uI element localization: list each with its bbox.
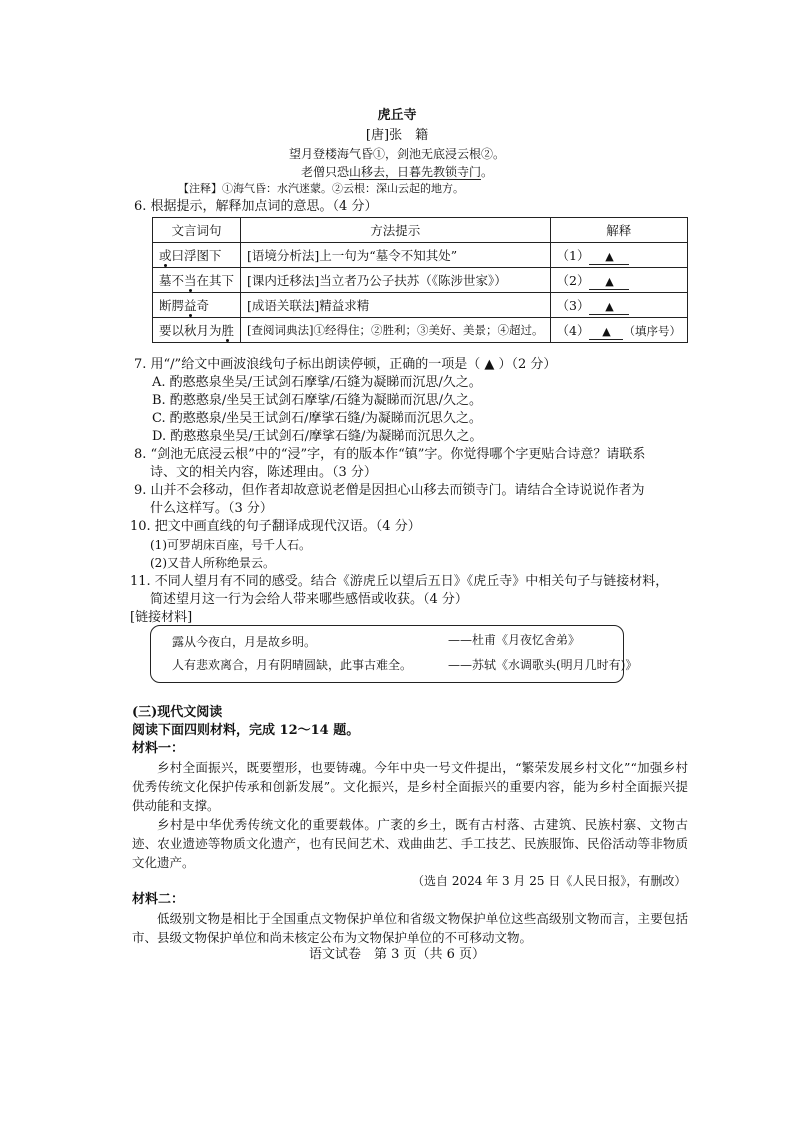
poem-line-2-post: 。	[481, 165, 494, 179]
question-6-table	[152, 217, 688, 343]
page-footer: 语文试卷 第 3 页（共 6 页）	[308, 947, 486, 962]
link-poem-1: 露从今夜白，月是故乡明。	[172, 635, 317, 649]
question-6-stem: 6. 根据提示，解释加点词的意思。（4 分）	[134, 199, 378, 214]
answer-cell: （4） ▲ （填序号）	[550, 318, 687, 343]
question-10-sentence-2: (2)又昔人所称绝景云。	[150, 556, 275, 570]
material-2-label: 材料二：	[132, 892, 185, 907]
link-source-2: ——苏轼《水调歌头(明月几时有)》	[448, 658, 638, 672]
method-hint: [语境分析法]上一句为“墓令不知其处”	[241, 243, 550, 268]
dotted-word: 或	[159, 248, 172, 263]
poem-line-2-pre: 老僧只恐	[300, 165, 349, 179]
question-7-stem: 7. 用“/”给文中画波浪线句子标出朗读停顿，正确的一项是（ ▲ ）（2 分）	[134, 357, 557, 372]
poem-line-2-underlined: 山移去，日暮先教锁寺门	[348, 165, 481, 179]
method-hint: [成语关联法]精益求精	[241, 293, 550, 318]
material-2-paragraph-1: 低级别文物是相比于全国重点文物保护单位和省级文物保护单位这些高级别文物而言，主要包括市、县级文物保护单位和尚未核定公布为文物保护单位的不可移动文物。	[132, 911, 688, 945]
poem-line-2	[0, 164, 794, 181]
poem-title: 虎丘寺	[377, 108, 417, 123]
method-hint: [查阅词典法]①经得住；②胜利；③美好、美景；④超过。	[241, 318, 550, 343]
classical-phrase: 墓不当在其下	[153, 268, 241, 293]
table-row	[153, 293, 688, 318]
link-poem-2: 人有悲欢离合，月有阴晴圆缺，此事古难全。	[172, 658, 413, 672]
column-header: 解释	[550, 218, 687, 243]
classical-phrase: 要以秋月为胜	[153, 318, 241, 343]
dotted-word: 益	[184, 298, 197, 313]
triangle-marker-icon: ▲	[605, 299, 614, 313]
triangle-marker-icon: ▲	[605, 274, 614, 288]
column-header: 方法提示	[241, 218, 550, 243]
section-3-heading: (三)现代文阅读	[132, 705, 223, 720]
question-11-line-1: 11. 不同人望月有不同的感受。结合《游虎丘以望后五日》《虎丘寺》中相关句子与链接材料，	[130, 574, 669, 589]
option-c[interactable]: C. 酌憨憨泉/坐吴王试剑石/摩挲石缝/为凝睇而沉思久之。	[152, 411, 482, 426]
poem-note: 【注释】①海气昏：水汽迷蒙。②云根：深山云起的地方。	[178, 182, 464, 195]
material-1-label: 材料一：	[132, 741, 185, 756]
poem-line-1: 望月登楼海气昏①，剑池无底浸云根②。	[288, 147, 505, 161]
answer-cell: （1） ▲	[550, 243, 687, 268]
classical-phrase: 或曰浮图下	[153, 243, 241, 268]
table-header-row	[153, 218, 688, 243]
material-1-paragraph-2: 乡村是中华优秀传统文化的重要载体。广袤的乡土，既有古村落、古建筑、民族村寨、文物古迹、农业遗迹等物质文化遗产，也有民间艺术、戏曲曲艺、手工技艺、民族服饰、民俗活动等非物质文化遗产。	[132, 817, 688, 870]
material-1-source: （选自 2024 年 3 月 25 日《人民日报》，有删改）	[412, 874, 687, 888]
table-row	[153, 243, 688, 268]
dotted-word: 胜	[221, 323, 235, 338]
question-8-line-1: 8. “剑池无底浸云根”中的“浸”字，有的版本作“镇”字。你觉得哪个字更贴合诗意？请联系	[134, 447, 646, 462]
classical-phrase: 断腭益奇	[153, 293, 241, 318]
question-11-line-2: 简述望月这一行为会给人带来哪些感悟或收获。（4 分）	[150, 592, 468, 607]
table-row	[153, 318, 688, 343]
question-9-line-2: 什么这样写。（3 分）	[150, 501, 273, 516]
answer-blank[interactable]	[589, 249, 629, 265]
dotted-word: 当	[184, 273, 197, 288]
question-10-stem: 10. 把文中画直线的句子翻译成现代汉语。（4 分）	[130, 519, 421, 534]
question-8-line-2: 诗、文的相关内容，陈述理由。（3 分）	[150, 465, 377, 480]
table-row	[153, 268, 688, 293]
question-10-sentence-1: (1)可罗胡床百座，号千人石。	[150, 538, 311, 552]
option-d[interactable]: D. 酌憨憨泉坐吴/王试剑石/摩挲石缝/为凝睇而沉思久之。	[152, 429, 483, 444]
section-3-instruction: 阅读下面四则材料，完成 12～14 题。	[132, 723, 360, 738]
answer-cell: （3） ▲	[550, 293, 687, 318]
material-1-paragraph-1: 乡村全面振兴，既要塑形，也要铸魂。今年中央一号文件提出，“繁荣发展乡村文化”“加强乡村优秀传统文化保护传承和创新发展”。文化振兴，是乡村全面振兴的重要内容，能为乡村全面振兴提供动能和支撑。	[132, 760, 688, 813]
question-9-line-1: 9. 山并不会移动，但作者却故意说老僧是因担心山移去而锁寺门。请结合全诗说说作者为	[134, 483, 645, 498]
link-source-1: ——杜甫《月夜忆舍弟》	[448, 633, 581, 647]
answer-cell: （2） ▲	[550, 268, 687, 293]
link-materials-label: [链接材料]	[130, 610, 193, 625]
column-header: 文言词句	[153, 218, 241, 243]
option-b[interactable]: B. 酌憨憨泉/坐吴王试剑石摩挲/石缝为凝睇而沉思/久之。	[152, 393, 482, 408]
option-a[interactable]: A. 酌憨憨泉坐吴/王试剑石摩挲/石缝为凝睇而沉思/久之。	[152, 375, 482, 390]
answer-blank[interactable]	[589, 274, 629, 290]
answer-blank[interactable]	[589, 324, 623, 340]
triangle-marker-icon: ▲	[605, 249, 614, 263]
answer-blank[interactable]	[589, 299, 629, 315]
triangle-marker-icon: ▲	[602, 324, 611, 338]
poem-author: [唐]张 籍	[365, 128, 429, 143]
method-hint: [课内迁移法]当立者乃公子扶苏（《陈涉世家》）	[241, 268, 550, 293]
